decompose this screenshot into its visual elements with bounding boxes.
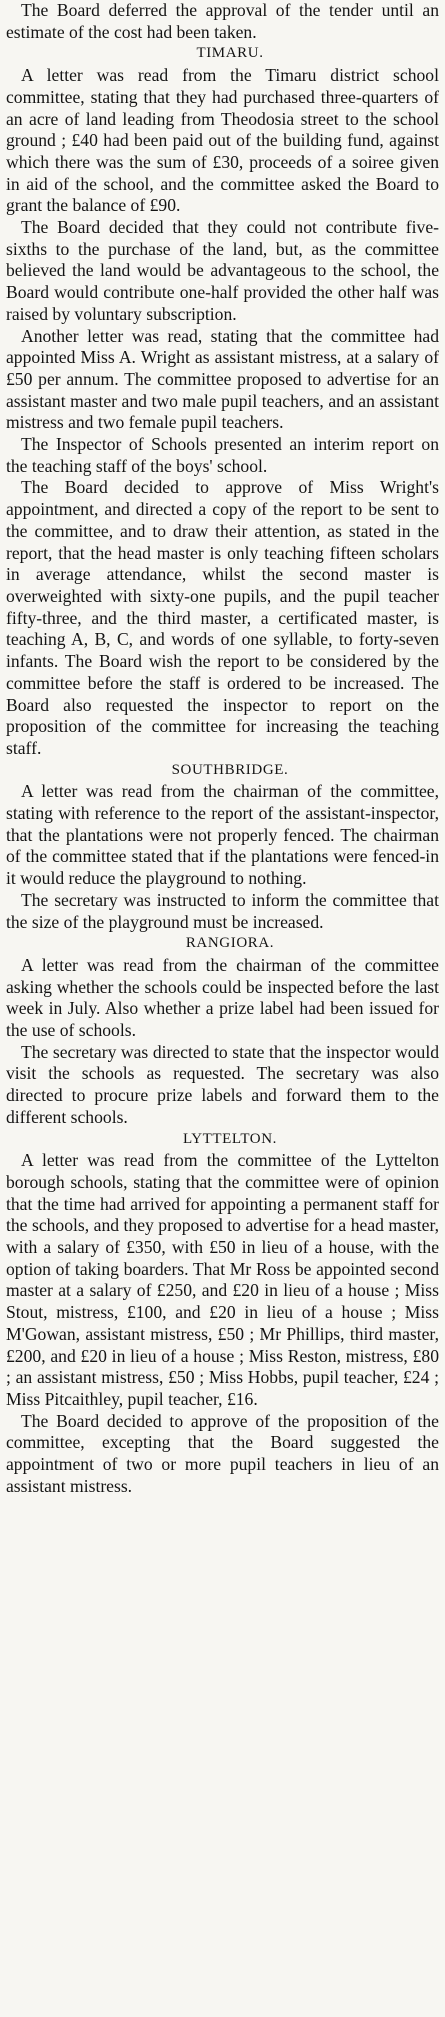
section-lyttelton [6,1129,439,1498]
paragraph: The secretary was instructed to inform the committee that the size of the playground must be increased. [6,889,439,932]
paragraph: The Board decided to approve of the proposition of the committee, excepting that the Board suggested the appointment of two or more pupil teachers in lieu of an assistant mistress. [6,1410,439,1496]
paragraph: The secretary was directed to state that the inspector would visit the schools as requested. The secretary was also directed to procure prize labels and forward them to the different schools. [6,1041,439,1127]
paragraph: The Board decided that they could not contribute five-sixths to the purchase of the land, but, as the committee believed the land would be advantageous to the school, the Board would contribute one-half provided the other half was raised by voluntary subscription. [6,217,439,324]
section-heading: LYTTELTON. [182,1130,278,1147]
paragraph: A letter was read from the chairman of the committee, stating with reference to the report of the assistant-inspector, that the plantations were not properly fenced. The chairman of the committee stated that if the plantations were fenced-in it would reduce the playground to nothing. [6,781,439,889]
section-southbridge [6,760,439,934]
paragraph: A letter was read from the Timaru district school committee, stating that they had purchased three-quarters of an acre of land leading from Theodosia street to the school ground ; £40 had been paid out of the building fund, against which there was the sum of £30, proceeds of a soiree given in aid of the school, and the committee asked the Board to grant the balance of £90. [6,65,439,216]
paragraph: The Inspector of Schools presented an interim report on the teaching staff of the boys' school. [6,434,439,476]
intro-paragraph: The Board deferred the approval of the tender until an estimate of the cost had been taken. [6,0,439,42]
paragraph: The Board decided to approve of Miss Wright's appointment, and directed a copy of the report to be sent to the committee, and to draw their attention, as stated in the report, that the head master is only teaching fifteen scholars in average attendance, whilst the second master is overweighted with sixty-one pupils, and the pupil teacher fifty-three, and the third master, a certificated master, is teaching A, B, C, and words of one syllable, to forty-seven infants. The Board wish the report to be considered by the committee before the staff is ordered to be increased. The Board also requested the inspector to report on the proposition of the committee for increasing the teaching staff. [6,477,439,758]
paragraph: A letter was read from the chairman of the committee asking whether the schools could be inspected before the last week in July. Also whether a prize label had been issued for the use of schools. [6,954,439,1041]
section-heading: RANGIORA. [185,935,275,952]
paragraph: Another letter was read, stating that the committee had appointed Miss A. Wright as assistant mistress, at a salary of £50 per annum. The committee proposed to advertise for an assistant master and two male pupil teachers, and an assistant mistress and two female pupil teachers. [6,325,439,433]
section-timaru [6,43,439,759]
section-heading: TIMARU. [196,45,264,62]
paragraph: A letter was read from the committee of the Lyttelton borough schools, stating that the committee were of opinion that the time had arrived for appointing a permanent staff for the schools, and they proposed to advertise for a head master, with a salary of £350, with £50 in lieu of a house, with the option of taking boarders. That Mr Ross be appointed second master at a salary of £250, and £20 in lieu of a house ; Miss Stout, mistress, £100, and £20 in lieu of a house ; Miss M'Gowan, assistant mistress, £50 ; Mr Phillips, third master, £200, and £20 in lieu of a house ; Miss Reston, mistress, £80 ; an assistant mistress, £50 ; Miss Hobbs, pupil teacher, £24 ; Miss Pitcaithley, pupil teacher, £16. [6,1150,439,1409]
section-heading: SOUTHBRIDGE. [171,761,289,778]
section-rangiora [6,933,439,1128]
